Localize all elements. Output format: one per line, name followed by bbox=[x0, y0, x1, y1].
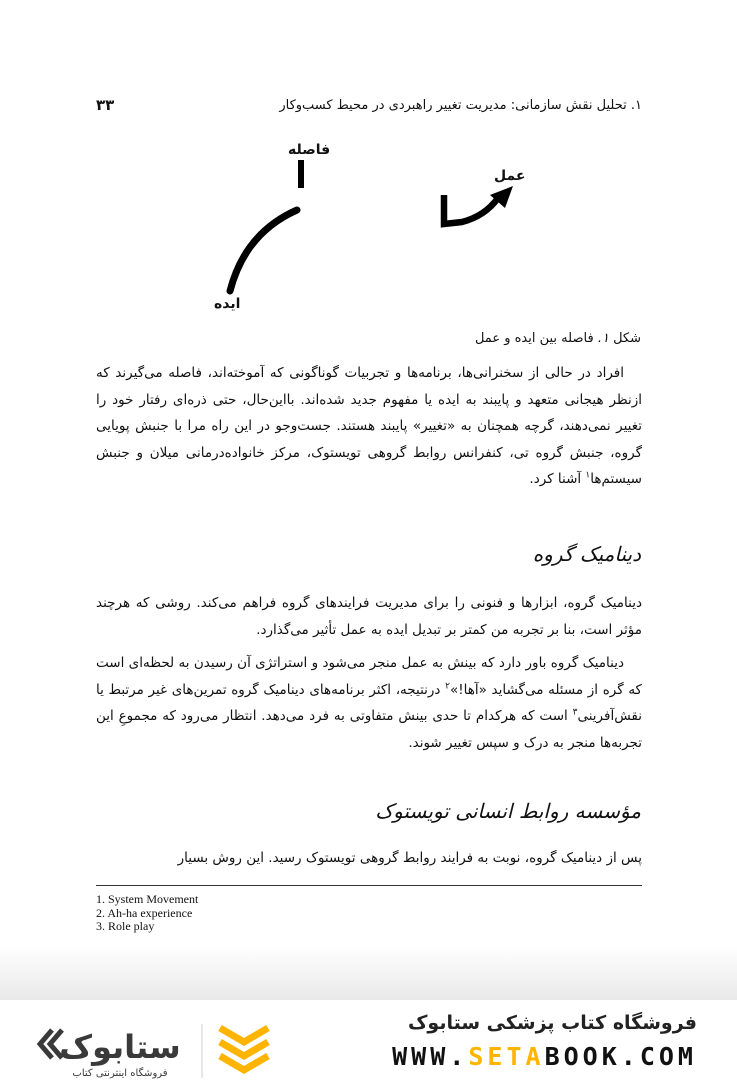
footnote-ref-3: ۳ bbox=[572, 707, 578, 718]
paragraph-1 bbox=[96, 360, 642, 493]
url-part-com: .COM bbox=[620, 1042, 697, 1071]
footnote-divider bbox=[96, 885, 642, 886]
running-head-title: ۱. تحلیل نقش سازمانی: مدیریت تغییر راهبردی در محیط کسب‌وکار bbox=[279, 98, 642, 113]
setabook-logo-graphic bbox=[36, 1016, 286, 1080]
label-idea: ایده bbox=[214, 296, 241, 312]
figure-idea-action-gap bbox=[200, 138, 540, 320]
label-action: عمل bbox=[494, 168, 526, 184]
logo-wordmark: ستابوک bbox=[59, 1028, 181, 1066]
figure-caption bbox=[475, 331, 641, 346]
footnotes bbox=[96, 893, 198, 934]
logo-subtitle: فروشگاه اینترنتی کتاب bbox=[72, 1068, 168, 1079]
heading-tavistock: مؤسسه روابط انسانی تویستوک bbox=[375, 799, 641, 823]
url-part-book: BOOK bbox=[544, 1042, 621, 1071]
paragraph-3-b: درنتیجه، اکثر برنامه‌های دینامیک گروه تمرین‌های غیر مرتبط یا نقش‌آفرینی bbox=[96, 681, 642, 724]
paragraph-2: دینامیک گروه، ابزارها و فنونی را برای مدیریت فرایندهای گروه فراهم می‌کند. روشی که هرچند مؤثر است، بنا بر تجربه من کمتر بر تبدیل ایده به عمل تأثیر می‌گذارد. bbox=[96, 595, 642, 638]
page-bottom-shade bbox=[0, 945, 737, 1000]
footnote-ref-1: ۱ bbox=[585, 470, 591, 481]
paragraph-1-end: آشنا کرد. bbox=[529, 471, 586, 487]
paragraph-3-a: دینامیک گروه باور دارد که بینش به عمل منجر می‌شود و استراتژی آن رسیدن به لحظه‌ای است که گره از مسئله می‌گشاید «آها!» bbox=[96, 655, 642, 698]
caption-number: ۱. bbox=[597, 331, 609, 346]
store-name: فروشگاه کتاب پزشکی ستابوک bbox=[407, 1012, 697, 1034]
setabook-logo[interactable] bbox=[36, 1016, 286, 1080]
heading-group-dynamics: دینامیک گروه bbox=[532, 542, 641, 566]
store-url[interactable] bbox=[392, 1042, 697, 1071]
footnote-2: 2. Ah-ha experience bbox=[96, 905, 193, 920]
footnote-1: 1. System Movement bbox=[96, 892, 199, 906]
footnote-3: 3. Role play bbox=[96, 919, 155, 933]
paragraph-3 bbox=[96, 650, 642, 756]
url-part-seta: SETA bbox=[468, 1042, 545, 1071]
action-arrow-shaft bbox=[444, 195, 498, 224]
page-number: ۳۳ bbox=[96, 96, 115, 114]
caption-text: فاصله بین ایده و عمل bbox=[474, 331, 598, 346]
url-part-www: WWW. bbox=[392, 1042, 469, 1071]
caption-prefix: شکل bbox=[608, 331, 641, 346]
running-head bbox=[96, 96, 642, 118]
paragraph-3-c: است که هرکدام تا حدی بینش متفاوتی به فرد می‌دهد. انتظار می‌رود که مجموعِ این تجربه‌ها منجر به درک و سپس تغییر شوند. bbox=[96, 708, 642, 751]
idea-arc bbox=[230, 210, 297, 291]
label-distance: فاصله bbox=[288, 142, 331, 158]
store-banner bbox=[0, 1000, 737, 1080]
book-chevron-icon bbox=[220, 1028, 268, 1042]
footnote-ref-2: ۲ bbox=[445, 681, 450, 691]
figure-diagram bbox=[200, 138, 540, 320]
paragraph-1-text: افراد در حالی از سخنرانی‌ها، برنامه‌ها و تجربیات گوناگونی که آموخته‌اند، فاصله می‌گیرند که ازنظر هیجانی متعهد و پایبند به ایده یا مفهوم جدید شده‌اند. بااین‌حال، حتی ذره‌ای رفتار خود را تغییر نمی‌دهند، گرچه همچنان به «تغییر» پایبند هستند. جست‌وجو در این راه مرا با جنبش پویایی گروه، جنبش گروه تی، کنفرانس روابط گروهی تویستوک، مرکز خانواده‌درمانی میلان و جنبش سیستم‌ها bbox=[96, 365, 642, 487]
paragraph-4: پس از دینامیک گروه، نوبت به فرایند روابط گروهی تویستوک رسید. این روش بسیار bbox=[177, 850, 642, 866]
